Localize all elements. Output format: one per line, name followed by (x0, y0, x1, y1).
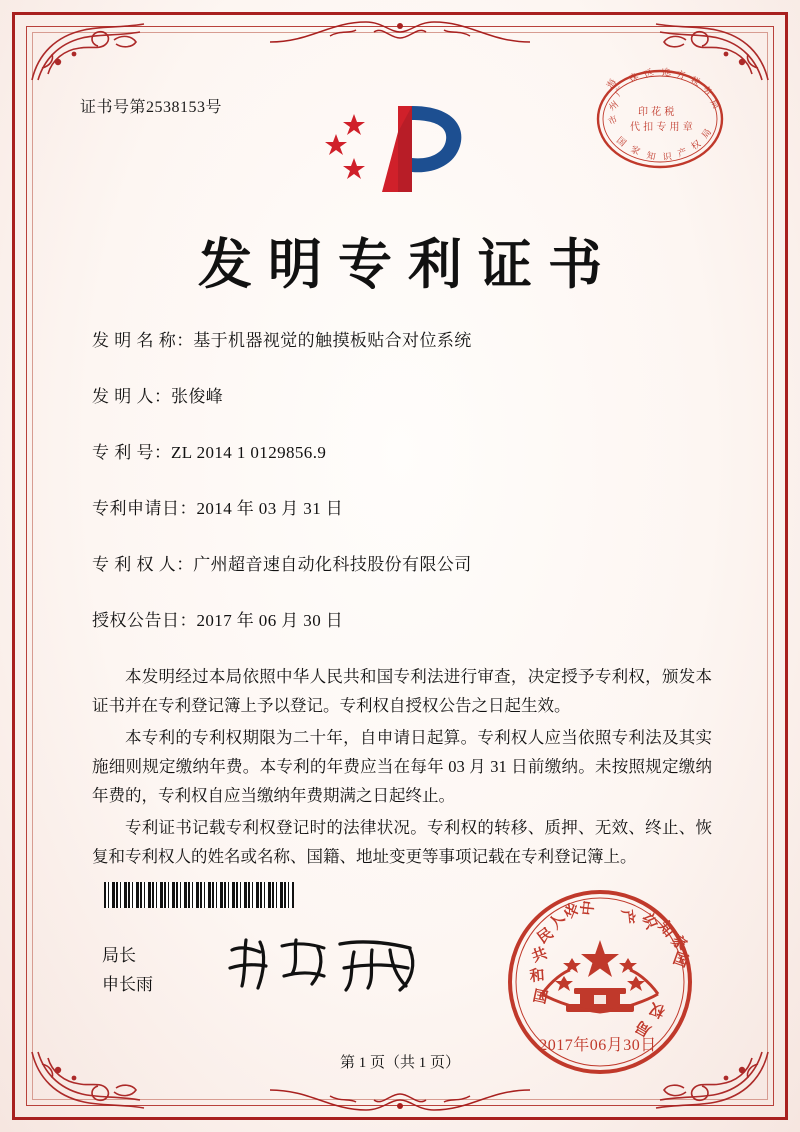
paragraph-registry: 专利证书记载专利权登记时的法律状况。专利权的转移、质押、无效、终止、恢复和专利权人的姓名或名称、国籍、地址变更等事项记载在专利登记簿上。 (92, 817, 712, 867)
field-separator: ： (179, 499, 197, 518)
field-row-application-date (92, 494, 716, 519)
field-list (92, 326, 716, 662)
director-role-label: 局长 (102, 946, 136, 965)
certificate-content (44, 44, 756, 1088)
field-separator: ： (179, 611, 197, 630)
field-label: 发 明 名 称 (92, 331, 177, 350)
svg-text:知: 知 (654, 917, 679, 941)
svg-text:国: 国 (670, 948, 691, 971)
certificate-number: 证书号第2538153号 (80, 99, 223, 116)
field-row-patentee (92, 550, 716, 575)
field-row-inventor (92, 382, 716, 407)
stamp-duty-seal-icon (586, 64, 734, 174)
field-value: 2017 年 06 月 30 日 (196, 611, 344, 630)
paragraph-term-and-fees: 本专利的专利权期限为二十年，自申请日起算。专利权人应当依照专利法及其实施细则规定缴纳年费。本专利的年费应当在每年 03 月 31 日前缴纳。未按照规定缴纳年费的，专利权自应当缴纳年费期满之日起终止。 (92, 727, 712, 806)
field-row-grant-date (92, 606, 716, 631)
director-name-label: 申长雨 (102, 974, 153, 994)
field-separator: ： (176, 331, 194, 350)
field-label: 专 利 权 人 (92, 555, 177, 574)
svg-text:局: 局 (707, 98, 721, 112)
legal-text-body (92, 662, 712, 874)
field-label: 发 明 人 (92, 387, 154, 406)
svg-text:方: 方 (675, 70, 687, 82)
svg-text:华: 华 (561, 900, 584, 922)
svg-text:区: 区 (642, 67, 656, 81)
field-value: 张俊峰 (171, 387, 224, 406)
field-separator: ： (154, 443, 171, 462)
svg-text:海: 海 (605, 77, 619, 91)
handwritten-signature-icon (220, 930, 450, 1000)
svg-text:税: 税 (688, 75, 702, 89)
field-label: 授权公告日 (92, 611, 180, 630)
svg-text:务: 务 (699, 84, 714, 99)
svg-text:民: 民 (533, 923, 557, 948)
signature-block (102, 942, 153, 1000)
svg-text:国: 国 (531, 986, 550, 1008)
svg-text:产: 产 (676, 147, 689, 160)
svg-text:和: 和 (529, 965, 546, 985)
field-value: ZL 2014 1 0129856.9 (171, 443, 327, 462)
svg-text:家: 家 (628, 144, 642, 158)
seal-date: 2017年06月30日 (539, 1037, 657, 1054)
svg-text:知: 知 (645, 151, 657, 163)
barcode-icon (104, 882, 294, 908)
svg-text:共: 共 (529, 943, 550, 966)
svg-text:珠: 珠 (627, 71, 641, 86)
field-row-invention-name (92, 326, 716, 351)
svg-text:识: 识 (662, 152, 673, 163)
page-footer: 第 1 页（共 1 页） (339, 1055, 460, 1071)
field-value: 2014 年 03 月 31 日 (196, 499, 344, 518)
paragraph-grant: 本发明经过本局依照中华人民共和国专利法进行审查，决定授予专利权，颁发本证书并在专利登记簿上予以登记。专利权自授权公告之日起生效。 (92, 667, 712, 716)
svg-text:局: 局 (700, 127, 714, 141)
svg-text:人: 人 (544, 909, 569, 933)
field-separator: ： (154, 387, 171, 406)
svg-text:权: 权 (647, 999, 668, 1022)
bottom-center-ornament-icon (270, 1082, 530, 1124)
svg-text:国: 国 (614, 135, 628, 150)
svg-text:地: 地 (661, 67, 672, 79)
svg-text:局: 局 (631, 1017, 654, 1041)
svg-text:代 扣 专 用 章: 代 扣 专 用 章 (630, 122, 693, 133)
page-title: 发明专利证书 (198, 232, 618, 296)
svg-text:中: 中 (578, 899, 598, 917)
field-value: 基于机器视觉的触摸板贴合对位系统 (193, 331, 472, 350)
cnipa-logo-icon (320, 92, 480, 202)
field-label: 专 利 号 (92, 443, 154, 462)
svg-text:识: 识 (638, 910, 661, 932)
svg-text:州: 州 (607, 99, 621, 114)
field-row-patent-number (92, 438, 716, 463)
field-value: 广州超音速自动化科技股份有限公司 (193, 555, 472, 574)
svg-text:广: 广 (613, 85, 627, 99)
svg-text:产: 产 (618, 908, 638, 926)
svg-text:权: 权 (689, 139, 704, 153)
svg-text:家: 家 (667, 930, 691, 955)
svg-text:印 花 税: 印 花 税 (638, 107, 675, 118)
svg-text:市: 市 (606, 114, 620, 128)
field-label: 专利申请日 (92, 499, 180, 518)
field-separator: ： (176, 555, 194, 574)
